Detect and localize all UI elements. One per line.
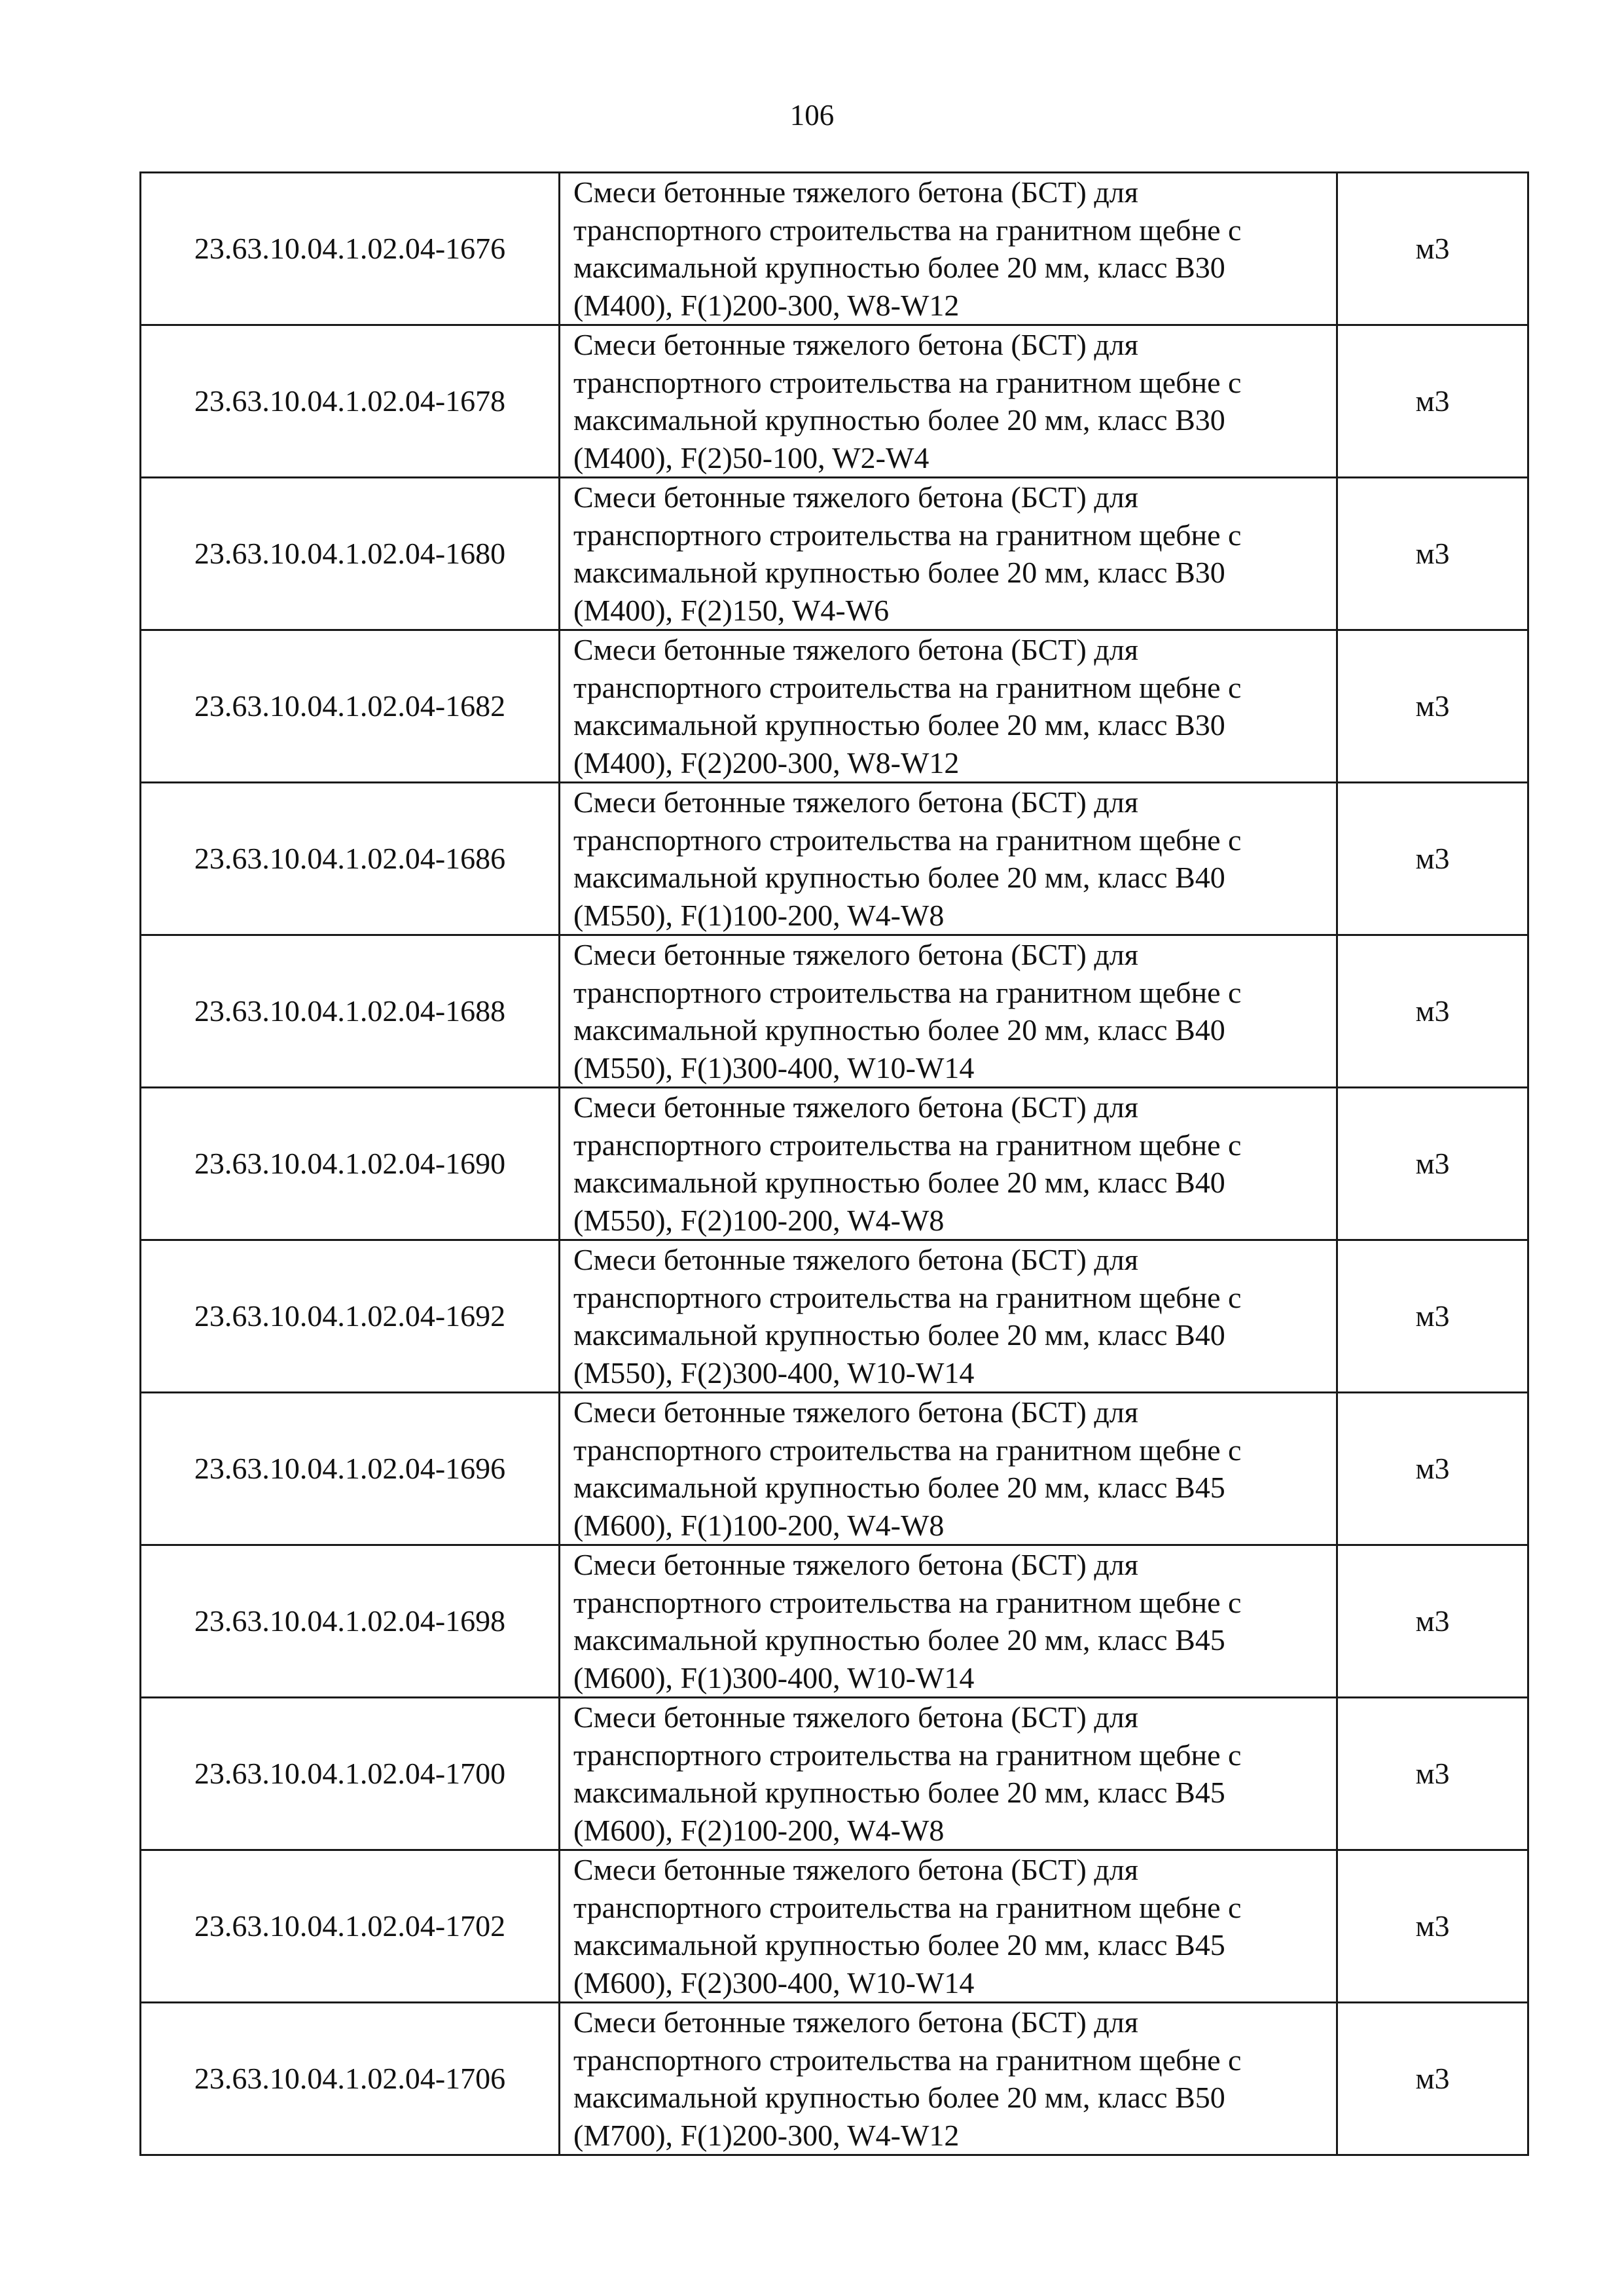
unit-cell: м3	[1337, 325, 1528, 478]
table-row	[141, 1240, 1528, 1393]
description-line: (М600), F(2)100-200, W4-W8	[573, 1813, 945, 1847]
unit-cell: м3	[1337, 1240, 1528, 1393]
resource-code-cell: 23.63.10.04.1.02.04-1692	[141, 1240, 560, 1393]
description-line: максимальной крупностью более 20 мм, класс В45	[573, 1623, 1225, 1657]
description-line: максимальной крупностью более 20 мм, класс В50	[573, 2081, 1225, 2114]
description-line: Смеси бетонные тяжелого бетона (БСТ) для	[573, 1395, 1138, 1429]
table-row	[141, 783, 1528, 935]
description-line: Смеси бетонные тяжелого бетона (БСТ) для	[573, 1548, 1138, 1581]
materials-table	[139, 171, 1529, 2156]
resource-description-cell	[560, 1393, 1337, 1545]
table-row	[141, 1698, 1528, 1850]
resource-code-cell: 23.63.10.04.1.02.04-1702	[141, 1850, 560, 2003]
resource-code-cell: 23.63.10.04.1.02.04-1706	[141, 2003, 560, 2155]
table-row	[141, 1545, 1528, 1698]
description-line: максимальной крупностью более 20 мм, класс В40	[573, 1318, 1225, 1352]
description-line: максимальной крупностью более 20 мм, класс В30	[573, 556, 1225, 589]
unit-cell: м3	[1337, 783, 1528, 935]
description-line: транспортного строительства на гранитном щебне с	[573, 670, 1242, 704]
description-line: транспортного строительства на гранитном щебне с	[573, 518, 1242, 552]
description-line: Смеси бетонные тяжелого бетона (БСТ) для	[573, 1700, 1138, 1734]
unit-cell: м3	[1337, 2003, 1528, 2155]
resource-description-cell	[560, 630, 1337, 783]
description-line: Смеси бетонные тяжелого бетона (БСТ) для	[573, 175, 1138, 209]
description-line: максимальной крупностью более 20 мм, класс В45	[573, 1928, 1225, 1962]
resource-code-cell: 23.63.10.04.1.02.04-1698	[141, 1545, 560, 1698]
page-number: 106	[789, 99, 835, 132]
unit-cell: м3	[1337, 478, 1528, 630]
table-row	[141, 478, 1528, 630]
resource-code-cell: 23.63.10.04.1.02.04-1682	[141, 630, 560, 783]
description-line: максимальной крупностью более 20 мм, класс В30	[573, 403, 1225, 437]
resource-code-cell: 23.63.10.04.1.02.04-1686	[141, 783, 560, 935]
description-line: транспортного строительства на гранитном щебне с	[573, 2043, 1242, 2077]
unit-cell: м3	[1337, 173, 1528, 325]
resource-description-cell	[560, 935, 1337, 1088]
table-row	[141, 2003, 1528, 2155]
description-line: (М400), F(2)150, W4-W6	[573, 593, 890, 627]
description-line: (М550), F(1)100-200, W4-W8	[573, 898, 945, 932]
description-line: Смеси бетонные тяжелого бетона (БСТ) для	[573, 1243, 1138, 1276]
table-body	[141, 173, 1528, 2155]
description-line: (М550), F(1)300-400, W10-W14	[573, 1050, 975, 1085]
description-line: транспортного строительства на гранитном щебне с	[573, 1280, 1242, 1314]
description-line: (М700), F(1)200-300, W4-W12	[573, 2118, 960, 2152]
description-line: максимальной крупностью более 20 мм, класс В45	[573, 1471, 1225, 1504]
description-line: (М400), F(2)50-100, W2-W4	[573, 440, 929, 475]
description-line: максимальной крупностью более 20 мм, класс В30	[573, 251, 1225, 284]
resource-code-cell: 23.63.10.04.1.02.04-1696	[141, 1393, 560, 1545]
unit-cell: м3	[1337, 1393, 1528, 1545]
unit-cell: м3	[1337, 1698, 1528, 1850]
description-line: (М600), F(1)100-200, W4-W8	[573, 1508, 945, 1542]
description-line: Смеси бетонные тяжелого бетона (БСТ) для	[573, 2005, 1138, 2039]
description-line: транспортного строительства на гранитном щебне с	[573, 1585, 1242, 1619]
unit-cell: м3	[1337, 1850, 1528, 2003]
description-line: максимальной крупностью более 20 мм, класс В40	[573, 1013, 1225, 1047]
resource-description-cell	[560, 1850, 1337, 2003]
unit-cell: м3	[1337, 1545, 1528, 1698]
description-line: Смеси бетонные тяжелого бетона (БСТ) для	[573, 328, 1138, 361]
description-line: (М400), F(2)200-300, W8-W12	[573, 745, 960, 780]
resource-code-cell: 23.63.10.04.1.02.04-1690	[141, 1088, 560, 1240]
resource-description-cell	[560, 1698, 1337, 1850]
resource-code-cell: 23.63.10.04.1.02.04-1700	[141, 1698, 560, 1850]
description-line: Смеси бетонные тяжелого бетона (БСТ) для	[573, 1090, 1138, 1124]
unit-cell: м3	[1337, 630, 1528, 783]
description-line: транспортного строительства на гранитном щебне с	[573, 1890, 1242, 1924]
unit-cell: м3	[1337, 935, 1528, 1088]
description-line: максимальной крупностью более 20 мм, класс В40	[573, 861, 1225, 894]
description-line: транспортного строительства на гранитном щебне с	[573, 365, 1242, 399]
table-row	[141, 1393, 1528, 1545]
resource-description-cell	[560, 2003, 1337, 2155]
resource-code-cell: 23.63.10.04.1.02.04-1680	[141, 478, 560, 630]
description-line: транспортного строительства на гранитном щебне с	[573, 213, 1242, 247]
resource-description-cell	[560, 783, 1337, 935]
table-row	[141, 325, 1528, 478]
table-row	[141, 1850, 1528, 2003]
description-line: транспортного строительства на гранитном щебне с	[573, 1128, 1242, 1162]
resource-code-cell: 23.63.10.04.1.02.04-1688	[141, 935, 560, 1088]
description-line: (М400), F(1)200-300, W8-W12	[573, 288, 960, 322]
table-row	[141, 1088, 1528, 1240]
resource-code-cell: 23.63.10.04.1.02.04-1678	[141, 325, 560, 478]
resource-description-cell	[560, 173, 1337, 325]
description-line: максимальной крупностью более 20 мм, класс В45	[573, 1776, 1225, 1809]
unit-cell: м3	[1337, 1088, 1528, 1240]
description-line: Смеси бетонные тяжелого бетона (БСТ) для	[573, 480, 1138, 514]
description-line: транспортного строительства на гранитном щебне с	[573, 1738, 1242, 1772]
description-line: Смеси бетонные тяжелого бетона (БСТ) для	[573, 633, 1138, 666]
description-line: транспортного строительства на гранитном щебне с	[573, 975, 1242, 1009]
resource-description-cell	[560, 1545, 1337, 1698]
description-line: максимальной крупностью более 20 мм, класс В30	[573, 708, 1225, 742]
resource-description-cell	[560, 1240, 1337, 1393]
resource-code-cell: 23.63.10.04.1.02.04-1676	[141, 173, 560, 325]
table-row	[141, 630, 1528, 783]
description-line: (М550), F(2)100-200, W4-W8	[573, 1203, 945, 1237]
description-line: транспортного строительства на гранитном щебне с	[573, 823, 1242, 857]
resource-description-cell	[560, 325, 1337, 478]
description-line: максимальной крупностью более 20 мм, класс В40	[573, 1166, 1225, 1199]
table-row	[141, 173, 1528, 325]
description-line: Смеси бетонные тяжелого бетона (БСТ) для	[573, 1853, 1138, 1886]
description-line: (М600), F(1)300-400, W10-W14	[573, 1660, 975, 1695]
description-line: транспортного строительства на гранитном щебне с	[573, 1433, 1242, 1467]
description-line: Смеси бетонные тяжелого бетона (БСТ) для	[573, 785, 1138, 819]
resource-description-cell	[560, 478, 1337, 630]
description-line: Смеси бетонные тяжелого бетона (БСТ) для	[573, 938, 1138, 971]
description-line: (М600), F(2)300-400, W10-W14	[573, 1965, 975, 2000]
table-row	[141, 935, 1528, 1088]
resource-description-cell	[560, 1088, 1337, 1240]
description-line: (М550), F(2)300-400, W10-W14	[573, 1355, 975, 1390]
